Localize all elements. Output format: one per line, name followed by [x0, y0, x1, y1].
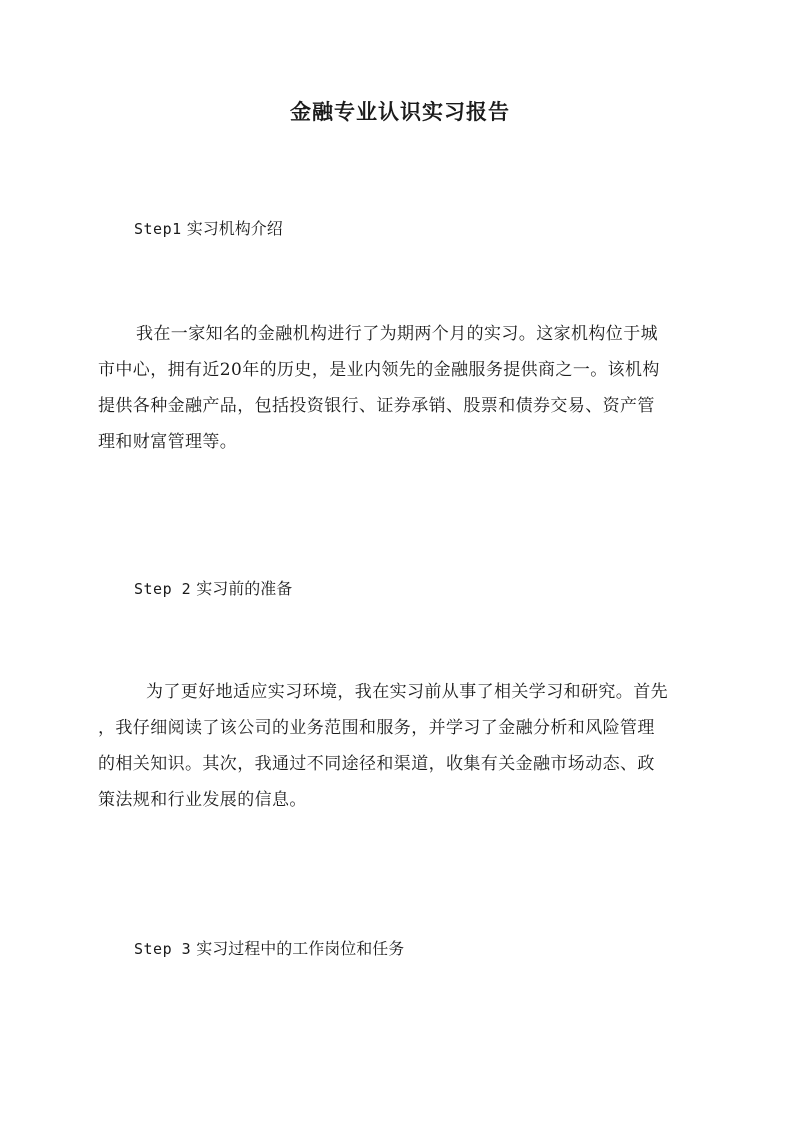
section-step-label: Step1 — [134, 220, 182, 238]
section-heading-3 — [134, 936, 404, 962]
paragraph-line: 为了更好地适应实习环境，我在实习前从事了相关学习和研究。首先 — [146, 682, 668, 702]
paragraph-line: 我在一家知名的金融机构进行了为期两个月的实习。这家机构位于城 — [136, 324, 658, 344]
section-paragraph-1 — [98, 316, 694, 460]
section-step-label: Step 2 — [134, 580, 192, 598]
document-title: 金融专业认识实习报告 — [290, 99, 510, 124]
section-heading-text: 实习机构介绍 — [186, 219, 283, 238]
paragraph-line: 的相关知识。其次，我通过不同途径和渠道，收集有关金融市场动态、政 — [98, 754, 655, 774]
paragraph-line: ，我仔细阅读了该公司的业务范围和服务，并学习了金融分析和风险管理 — [98, 718, 655, 738]
paragraph-line: 策法规和行业发展的信息。 — [98, 790, 307, 810]
section-heading-text: 实习过程中的工作岗位和任务 — [196, 939, 405, 958]
paragraph-line: 市中心，拥有近20年的历史，是业内领先的金融服务提供商之一。该机构 — [98, 360, 660, 380]
paragraph-line: 提供各种金融产品，包括投资银行、证券承销、股票和债券交易、资产管 — [98, 396, 655, 416]
section-heading-1 — [134, 216, 283, 242]
section-heading-text: 实习前的准备 — [196, 579, 293, 598]
section-heading-2 — [134, 576, 292, 602]
section-step-label: Step 3 — [134, 940, 192, 958]
paragraph-line: 理和财富管理等。 — [98, 432, 238, 452]
section-paragraph-2 — [98, 674, 694, 818]
